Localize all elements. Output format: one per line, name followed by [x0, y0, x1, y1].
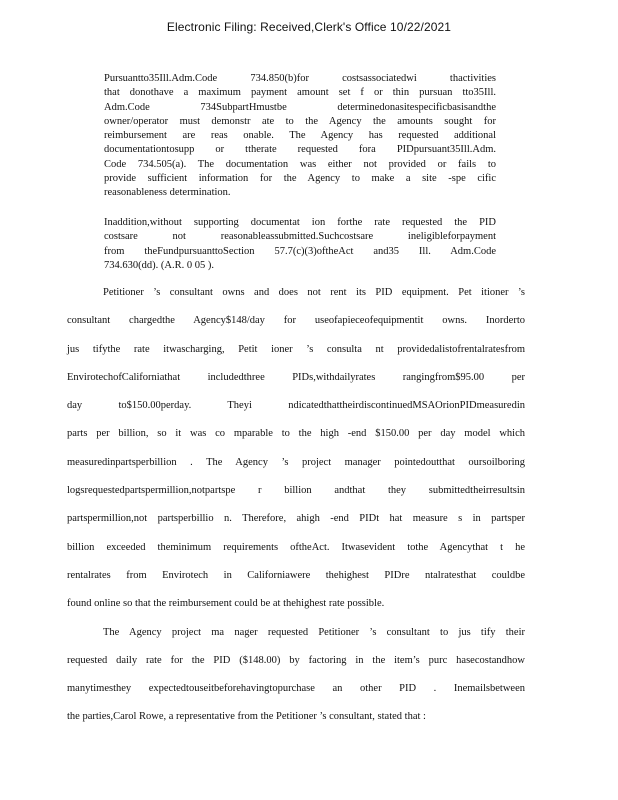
quote2-line: Inaddition,without supporting documentat ion forthe rate requested the PID [104, 217, 496, 228]
body-line: rentalrates from Envirotech in Californiawere thehighest PIDre ntalratesthat couldbe [67, 569, 525, 581]
quote1-line: that donothave a maximum payment amount set f or thin pursuan tto35Ill. [104, 87, 496, 99]
quote1-line: documentationtosupp or ttherate requested fora PIDpursuant35Ill.Adm. [104, 144, 496, 156]
body-line: requested daily rate for the PID ($148.00) by factoring in the item’s purc hasecostandhow [67, 654, 525, 666]
body-line: billion exceeded theminimum requirements oftheAct. Itwasevident tothe Agencythat t he [67, 541, 525, 553]
block-quote-1 [104, 72, 496, 201]
quote1-line: Pursuantto35Ill.Adm.Code 734.850(b)for costsassociatedwi thactivities [104, 73, 496, 84]
body-line: partspermillion,not partsperbillio n. Therefore, ahigh -end PIDt hat measure s in partsper [67, 513, 525, 525]
body-line: jus tifythe rate itwascharging, Petit ioner ’s consulta nt providedalistofrentalratesfrom [67, 343, 525, 355]
body-line: manytimesthey expectedtouseitbeforehavingtopurchase an other PID . Inemailsbetween [67, 683, 525, 695]
body-line: logsrequestedpartspermillion,notpartspe r billion andthat they submittedtheirresultsin [67, 485, 525, 497]
body-line: measuredinpartsperbillion . The Agency ’s project manager pointedoutthat oursoilboring [67, 456, 525, 468]
quote2-line: costsare not reasonableassubmitted.Suchcostsare ineligibleforpayment [104, 231, 496, 243]
body-line: The Agency project ma nager requested Petitioner ’s consultant to jus tify their [103, 626, 525, 638]
body-line: the parties,Carol Rowe, a representative from the Petitioner ’s consultant, stated that : [67, 711, 426, 723]
quote1-line: owner/operator must demonstr ate to the Agency the amounts sought for [104, 115, 496, 127]
quote1-line: reimbursement are reas onable. The Agency has requested additional [104, 130, 496, 142]
body-text [67, 286, 525, 739]
body-line: consultant chargedthe Agency$148/day for useofapieceofequipmentit owns. Inorderto [67, 315, 525, 327]
body-line: day to$150.00perday. Theyi ndicatedthattheirdiscontinuedMSAOrionPIDmeasuredin [67, 400, 525, 412]
body-line: found online so that the reimbursement could be at thehighest rate possible. [67, 598, 385, 610]
quote1-line: reasonableness determination. [104, 187, 231, 199]
quote1-line: Code 734.505(a). The documentation was either not provided or fails to [104, 158, 496, 170]
quote2-line: from theFundpursuanttoSection 57.7(c)(3)oftheAct and35 Ill. Adm.Code [104, 245, 496, 257]
block-quote-2 [104, 216, 496, 273]
quote1-line: provide sufficient information for the Agency to make a site -spe cific [104, 173, 496, 185]
body-line: parts per billion, so it was co mparable to the high -end $150.00 per day model which [67, 428, 525, 440]
quote2-line: 734.630(dd). (A.R. 0 05 ). [104, 259, 214, 271]
body-line: EnvirotechofCaliforniathat includedthree PIDs,withdailyrates rangingfrom$95.00 per [67, 371, 525, 383]
body-line: Petitioner ’s consultant owns and does not rent its PID equipment. Pet itioner ’s [103, 287, 525, 298]
filing-header: Electronic Filing: Received,Clerk's Office 10/22/2021 [166, 20, 452, 34]
quote1-line: Adm.Code 734SubpartHmustbe determinedonasitespecificbasisandthe [104, 101, 496, 113]
